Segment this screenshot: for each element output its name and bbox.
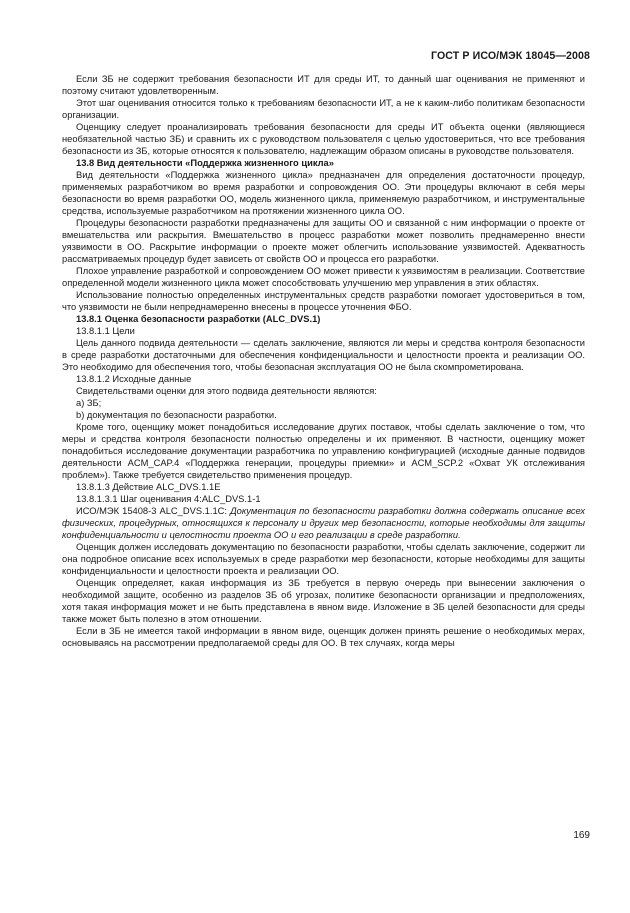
requirement-text: Документация по безопасности разработки должна содержать описание всех физических, процедурных, относящихся к персоналу и других мер безопасности, которые необходимы для защиты конфиденциальности и целостности проекта ОО и его реализации в среде разработки. <box>62 506 585 540</box>
clause-heading: 13.8.1.3.1 Шаг оценивания 4:ALC_DVS.1-1 <box>76 494 261 504</box>
paragraph: Кроме того, оценщику может понадобиться исследование других поставок, чтобы сделать заключение о том, что меры и средства контроля безопасности полностью определены и их применяют. В частности, оценщику может понадобиться исследование документации разработчика по управлению конфигурацией (исходные данные подвидов деятельности ACM_CAP.4 «Поддержка генерации, процедуры приемки» и ACM_SCP.2 «Охват УК отслеживания проблем»). Также требуется свидетельство применения процедур. <box>62 422 585 480</box>
paragraph: Оценщику следует проанализировать требования безопасности для среды ИТ объекта оценки (являющиеся необязательной частью ЗБ) и сравнить их с руководством пользователя с целью удостовериться, что все требования безопасности из ЗБ, которые относятся к пользователю, надлежащим образом описаны в руководстве пользователя. <box>62 122 585 156</box>
paragraph: Плохое управление разработкой и сопровождением ОО может привести к уязвимостям в реализации. Соответствие определенной модели жизненного цикла может способствовать улучшению мер управления в этих областях. <box>62 266 585 288</box>
paragraph: Этот шаг оценивания относится только к требованиям безопасности ИТ, а не к каким-либо политикам безопасности организации. <box>62 98 585 120</box>
document-header: ГОСТ Р ИСО/МЭК 18045—2008 <box>431 50 590 62</box>
clause-heading: 13.8.1.1 Цели <box>76 326 135 336</box>
paragraph: Процедуры безопасности разработки предназначены для защиты ОО и связанной с ним информации о проекте от вмешательства или раскрытия. Вмешательство в процесс разработки может позволить преднамеренно внести уязвимости в ОО. Раскрытие информации о проекте может облегчить использование уязвимостей. Адекватность рассматриваемых процедур будет зависеть от свойств ОО и процесса его разработки. <box>62 218 585 264</box>
subsection-heading: 13.8.1 Оценка безопасности разработки (ALC_DVS.1) <box>76 314 321 324</box>
paragraph: Использование полностью определенных инструментальных средств разработки помогает удостовериться в том, что уязвимости не были непреднамеренно внесены в процессе уточнения ФБО. <box>62 290 585 312</box>
paragraph: Оценщик должен исследовать документацию по безопасности разработки, чтобы сделать заключение, содержит ли она подробное описание всех используемых в среде разработки мер безопасности, которые необходимы для защиты конфиденциальности и целостности проекта и реализации ОО. <box>62 542 585 576</box>
paragraph: Вид деятельности «Поддержка жизненного цикла» предназначен для определения достаточности процедур, применяемых разработчиком во время разработки и сопровождения ОО. Эти процедуры включают в себя меры безопасности во время разработки ОО, модель жизненного цикла, применяемую разработчиком, и инструментальные средства, используемые разработчиком на протяжении жизненного цикла ОО. <box>62 170 585 216</box>
list-item: a) ЗБ; <box>76 398 102 408</box>
section-heading: 13.8 Вид деятельности «Поддержка жизненного цикла» <box>76 158 334 168</box>
paragraph: Если ЗБ не содержит требования безопасности ИТ для среды ИТ, то данный шаг оценивания не применяют и поэтому считают удовлетворенным. <box>62 74 585 96</box>
requirement-paragraph <box>62 505 585 541</box>
clause-heading: 13.8.1.3 Действие ALC_DVS.1.1Е <box>76 482 221 492</box>
paragraph: Свидетельствами оценки для этого подвида деятельности являются: <box>76 386 377 396</box>
paragraph: Если в ЗБ не имеется такой информации в явном виде, оценщик должен принять решение о необходимых мерах, основываясь на рассмотрении предполагаемой среды для ОО. В тех случаях, когда меры <box>62 626 585 648</box>
paragraph: Оценщик определяет, какая информация из ЗБ требуется в первую очередь при вынесении заключения о необходимой защите, особенно из разделов ЗБ об угрозах, политике безопасности организации и предположениях, хотя такая информация может и не быть представлена в явном виде. Изложение в ЗБ целей безопасности для среды также может быть полезно в этом отношении. <box>62 578 585 624</box>
clause-heading: 13.8.1.2 Исходные данные <box>76 374 192 384</box>
page-body <box>62 73 585 649</box>
paragraph: Цель данного подвида деятельности — сделать заключение, являются ли меры и средства контроля безопасности в среде разработки достаточными для обеспечения конфиденциальности и целостности проекта и реализации ОО. Это необходимо для обеспечения того, чтобы безопасная эксплуатация ОО не была скомпрометирована. <box>62 338 585 372</box>
list-item: b) документация по безопасности разработки. <box>76 410 277 420</box>
page-number: 169 <box>573 830 590 841</box>
requirement-reference: ИСО/МЭК 15408-3 ALC_DVS.1.1C: <box>76 506 227 516</box>
